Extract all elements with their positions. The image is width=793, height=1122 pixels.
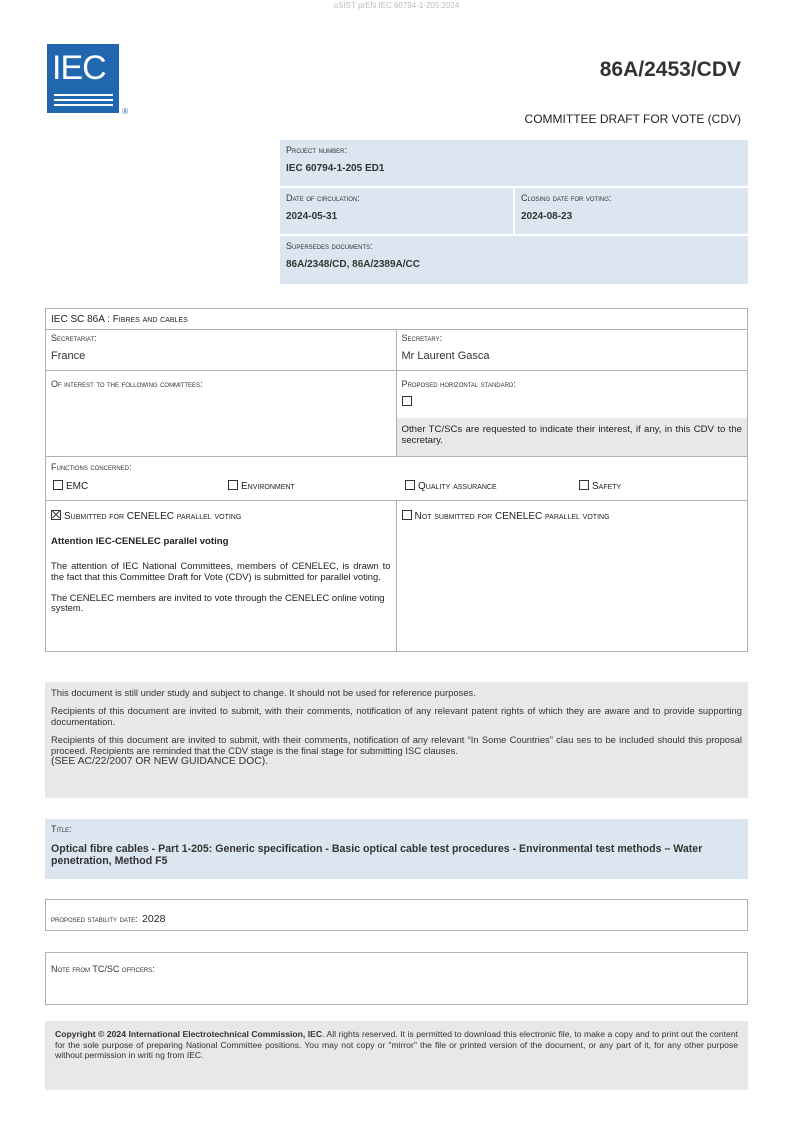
closing-label: Closing date for voting: [521, 193, 612, 203]
officers-note-label: Note from TC/SC officers: [51, 964, 155, 974]
secretary-cell: Secretary: Mr Laurent Gasca [397, 330, 748, 370]
supersedes-cell [280, 236, 748, 284]
project-info [280, 140, 748, 284]
closing-cell [515, 188, 748, 234]
function-safety[interactable]: Safety [579, 480, 621, 492]
horizontal-note: Other TC/SCs are requested to indicate their interest, if any, in this CDV to the secretary. [397, 418, 747, 456]
circulation-label: Date of circulation: [286, 193, 360, 203]
supersedes-docs: 86A/2348/CD, 86A/2389A/CC [286, 259, 420, 270]
circulation-date: 2024-05-31 [286, 211, 338, 222]
watermark: oSIST prEN IEC 60794-1-205:2024 [333, 1, 460, 10]
horizontal-standard-cell [397, 371, 747, 418]
copyright-notice: Copyright © 2024 International Electrotechnical Commission, IEC. All rights reserved. It is permitted to download this electronic file, to make a copy and to print out the content for the sole purpose of preparing National Committee positions. You may not copy or "mirror" the file or printed version of the document, or any part of it, for any other purpose without permission in writi ng from IEC. [45, 1021, 748, 1090]
stability-date-box [45, 899, 748, 931]
title-box [45, 819, 748, 879]
secretary-value: Mr Laurent Gasca [401, 350, 490, 362]
secretariat-cell: Secretariat: France [46, 330, 397, 370]
function-environment[interactable]: Environment [228, 480, 295, 492]
functions-label: Functions concerned: [51, 462, 132, 472]
secretariat-value: France [51, 350, 86, 362]
function-emc[interactable]: EMC [53, 480, 88, 492]
submitted-option[interactable]: Submitted for CENELEC parallel voting [51, 510, 391, 522]
document-type: COMMITTEE DRAFT FOR VOTE (CDV) [524, 112, 741, 126]
project-number: IEC 60794-1-205 ED1 [286, 163, 385, 174]
document-number: 86A/2453/CDV [599, 58, 741, 81]
horizontal-label: Proposed horizontal standard: [401, 379, 516, 389]
stability-label: proposed stability date: [51, 914, 138, 924]
cenelec-submitted-cell [46, 501, 397, 651]
project-number-label: Project number: [286, 145, 348, 155]
horizontal-checkbox[interactable] [402, 396, 412, 406]
notice-text-1: This document is still under study and subject to change. It should not be used for reference purposes. [51, 687, 476, 698]
title-label: Title: [51, 824, 72, 834]
submitted-checkbox[interactable] [51, 510, 61, 520]
function-quality-assurance[interactable]: Quality assurance [405, 480, 497, 492]
notice-text-2: Recipients of this document are invited to submit, with their comments, notification of any relevant patent rights of which they are aware and to provide supporting documentation. [51, 705, 742, 727]
closing-date: 2024-08-23 [521, 211, 573, 222]
committee-name: IEC SC 86A : Fibres and cables [51, 314, 188, 325]
not-submitted-checkbox[interactable] [402, 510, 412, 520]
functions-cell [46, 457, 747, 500]
interest-cell [46, 371, 397, 456]
attention-text-2: The CENELEC members are invited to vote through the CENELEC online voting system. [51, 591, 385, 614]
notice-box [45, 682, 748, 798]
officers-note-box [45, 952, 748, 1005]
circulation-cell [280, 188, 513, 234]
attention-title: Attention IEC-CENELEC parallel voting [51, 536, 229, 547]
notice-text-3: Recipients of this document are invited to submit, with their comments, notification of any relevant “In Some Countries” clau ses to be included should this proposal proceed. Recipients are reminded that the CDV stage is the final stage for submitting ISC clauses. [51, 734, 742, 756]
not-submitted-option[interactable]: Not submitted for CENELEC parallel voting [402, 510, 743, 522]
project-number-cell [280, 140, 748, 186]
supersedes-label: Supersedes documents: [286, 241, 373, 251]
committee-table [45, 308, 748, 652]
attention-text-1: The attention of IEC National Committees, members of CENELEC, is drawn to the fact that this Committee Draft for Vote (CDV) is submitted for parallel voting. [51, 560, 391, 582]
cenelec-not-submitted-cell [397, 501, 748, 651]
iec-logo: IEC ® [47, 44, 119, 113]
document-title: Optical fibre cables - Part 1-205: Generic specification - Basic optical cable test procedures - Environmental test methods – Water penetration, Method F5 [51, 843, 703, 867]
interest-label: Of interest to the following committees: [51, 379, 203, 389]
notice-text-4: (SEE AC/22/2007 OR NEW GUIDANCE DOC). [51, 756, 269, 767]
stability-value: 2028 [142, 913, 166, 925]
